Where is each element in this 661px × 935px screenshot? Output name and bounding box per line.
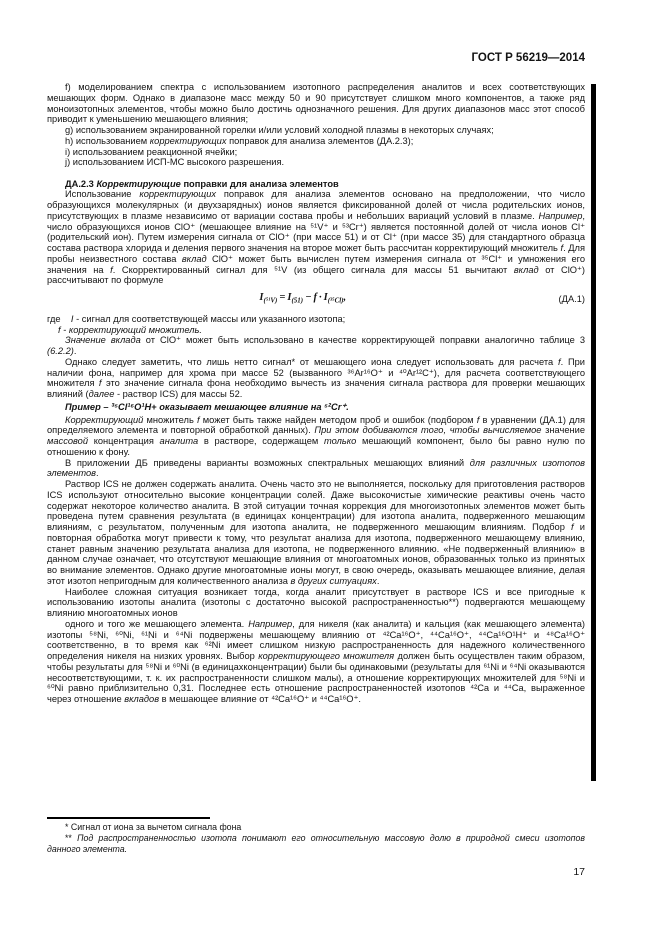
formula-subscript: (³⁵Cl) [327,296,344,305]
document-header: ГОСТ Р 56219—2014 [471,52,585,64]
section-heading-da23: ДА.2.3 Корректирующие поправки для анализа элементов [65,178,339,189]
paragraph-item-g: g) использованием экранированной горелки и/или условий холодной плазмы в некоторых случаях; [65,125,494,135]
paragraph-example: Пример – ³⁵Cl¹⁶O¹H+ оказывает мешающее влияние на ⁵²Cr⁺. [65,401,349,412]
paragraph-trial-method: Корректирующий множитель f может быть также найден методом проб и ошибок (подбором f в уравнении (ДА.1) для определяемого элемента и повторной обработкой данных). При этом добиваются того, чтобы вычисляемое значение массовой концентрация аналита в растворе, содержащем только мешающий компонент, было бы равно нулю по отношению к фону. [47,414,585,457]
footnote-2: ** Под распространенностью изотопа понимают его относительную массовую долю в природной смеси изотопов данного элемента. [47,833,585,855]
where-line-2: f - корректирующий множитель. [58,324,203,335]
formula-operator: · [318,292,322,304]
footnotes [47,822,585,856]
formula-factor: f [313,292,317,304]
document-body [47,82,585,705]
paragraph-ics-solution: Раствор ICS не должен содержать аналита. Очень часто это не выполняется, поскольку для приготовления растворов ICS используют относительно высокие концентрации солей. Даже высокочистые химические реактивы очень часто содержат некоторое количество аналита. В этой ситуации точная коррекция для многоизотопных элементов может быть проведена путем сравнения результата (в единицах концентрации) для изотопа аналита, подверженного мешающим влияниям, с результатом, полученным для изотопа аналита, не подверженного мешающим влияниям. Подбор f и повторная обработка могут привести к тому, что результат анализа для изотопа, подверженного мешающему влиянию, станет равным значению результата анализа для изотопа, не подверженного влиянию. «Не подверженный влиянию» в данном случае означает, что отсутствуют мешающие влияния от многоатомных ионов, образованных только из принятых во внимание элементов. Однако другие многоатомные ионы могут, в свою очередь, оказывать мешающее влияние, делая этот изотоп непригодным для количественного анализа в других ситуациях. [47,479,585,586]
formula-term: I [259,292,264,304]
revision-change-bar [591,84,596,781]
paragraph-complex-case-1: Наиболее сложная ситуация возникает тогда, когда аналит присутствует в растворе ICS и все пригодные к использованию изотопы аналита (изотопы с достаточно высокой распространенностью**) подвергаются мешающему влиянию многоатомных ионов [47,586,585,619]
formula-comma: , [343,292,347,304]
footnote-separator [47,817,210,819]
where-line-1: где I - сигнал для соответствующей массы или указанного изотопа; [47,313,346,324]
paragraph-netto-signal: Однако следует заметить, что лишь нетто сигнал* от мешающего иона следует использовать для расчета f. При наличии фона, например для хрома при массе 52 (вызванного ³⁶Ar¹⁶O⁺ и ⁴⁰Ar¹²C⁺), для расчета соответствующего множителя f это значение сигнала фона необходимо вычесть из значения сигнала раствора для проверки мешающих влияний (далее - раствор ICS) для массы 52. [47,356,585,400]
paragraph-annex-db: В приложении ДБ приведены варианты возможных спектральных мешающих влияний для различных изотопов элементов. [47,457,586,479]
paragraph-item-f: f) моделированием спектра с использованием изотопного распределения аналитов и всех соответствующих мешающих форм. Однако в диапазоне масс между 50 и 90 присутствует слишком много компонентов, а также ряд моноизотопных элементов, чтобы можно было достичь однозначного решения. Для других диапазонов масс этот способ приводит к уменьшению мешающего влияния; [47,82,585,125]
formula-da1 [47,293,559,306]
paragraph-item-j: j) использованием ИСП-МС высокого разрешения. [65,157,285,168]
paragraph-value-note: Значение вклада от ClO⁺ может быть использовано в качестве корректирующей поправки аналогично таблице 3 (6.2.2). [47,335,585,357]
formula-term: I [287,292,292,304]
paragraph-item-i: i) использованием реакционной ячейки; [65,146,238,157]
formula-operator: − [305,292,312,304]
formula-number: (ДА.1) [558,294,585,305]
footnote-1: * Сигнал от иона за вычетом сигнала фона [65,822,242,832]
formula-subscript: (⁵¹V) [263,296,278,305]
paragraph-complex-case-2: одного и того же мешающего элемента. Например, для никеля (как аналита) и кальция (как мешающего элемента) изотопы ⁵⁸Ni, ⁶⁰Ni, ⁶¹Ni и ⁶⁴Ni подвержены мешающему влиянию от ⁴²Ca¹⁶O⁺, ⁴⁴Ca¹⁶O⁺, ⁴⁴Ca¹⁶O¹H⁺ и ⁴⁸Ca¹⁶O⁺ соответственно, в то время как ⁶²Ni имеет слишком низкую распространенность для надежного количественного определения никеля на низких уровнях. Выбор корректирующего множителя должен быть осуществлен таким образом, чтобы результаты для ⁵⁸Ni и ⁶⁰Ni (в единицахконцентрации) были бы одинаковыми (результаты для ⁶¹Ni и ⁶⁴Ni оказываются несоответствующими, т. к. их распространенности слишком малы), а отношение корректирующих множителей для ⁵⁸Ni и ⁶⁰Ni равно приблизительно 0,31. Последнее есть отношение распространенностей изотопов ⁴²Ca и ⁴⁴Ca, выраженное через отношение вкладов в мешающее влияние от ⁴²Ca¹⁶O⁺ и ⁴⁴Ca¹⁶O⁺. [47,618,586,705]
formula-operator: = [279,292,286,304]
paragraph-item-h: h) использованием корректирующих поправок для анализа элементов (ДА.2.3); [65,135,414,146]
formula-subscript: (51) [291,296,304,305]
formula-term: I [323,292,328,304]
paragraph-intro: Использование корректирующих поправок для анализа элементов основано на предположении, что число образующихся молекулярных (и двухзарядных) ионов является фиксированной долей от числа родительских ионов, присутствующих в плазме независимо от вариации состава пробы и небольших вариаций условий в плазме. Например, число образующихся ионов ClO⁺ (мешающее влияние на ⁵¹V⁺ и ⁵³Cr⁺) является постоянной долей от числа ионов Cl⁺ (родительский ион). Путем измерения сигнала от ClO⁺ (при массе 51) и от Cl⁺ (при массе 35) для стандартного образца состава раствора хлорида и деления первого значения на второе может быть рассчитан корректирующий множитель f. Для пробы неизвестного состава вклад ClO⁺ может быть вычислен путем измерения сигнала от ³⁵Cl⁺ и умножения его значения на f. Скорректированный сигнал для ⁵¹V (из общего сигнала для массы 51 вычитают вклад от ClO⁺) рассчитывают по формуле [47,189,586,286]
formula-block [47,293,585,306]
page-number: 17 [573,866,585,878]
